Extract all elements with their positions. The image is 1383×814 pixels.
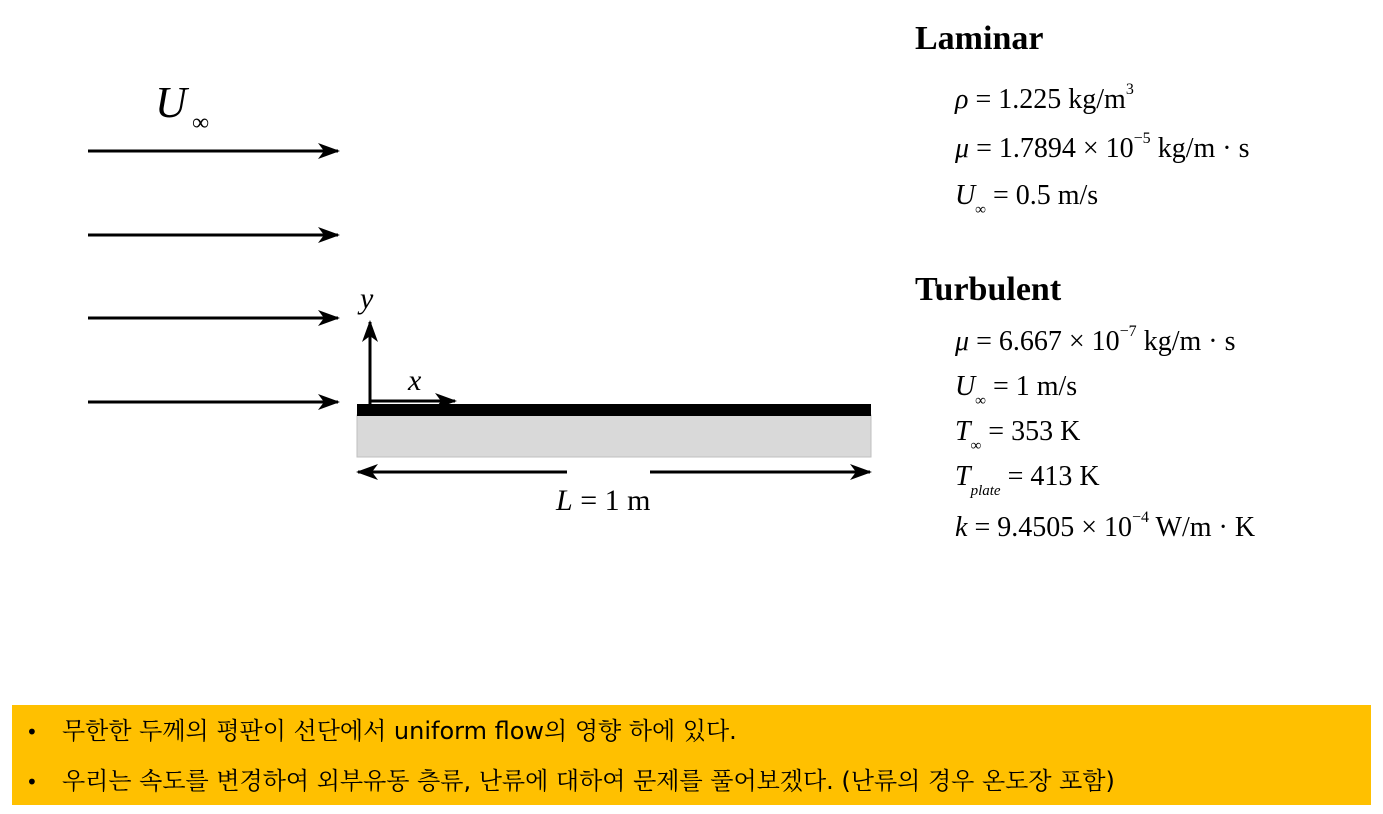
notes-banner (12, 705, 1371, 805)
laminar-heading: Laminar (915, 20, 1044, 57)
laminar-rho: ρ = 1.225 $kg/m^3$ (955, 81, 1134, 115)
plate-surface (357, 404, 871, 416)
note-item: • 무한한 두께의 평판이 선단에서 uniform flow의 영향 하에 있다. (26, 717, 737, 745)
length-label: L = 1 m (556, 484, 651, 517)
freestream-label: U (155, 78, 187, 127)
bullet-icon: • (26, 770, 38, 794)
bullet-icon: • (26, 720, 38, 744)
flat-plate-diagram (0, 0, 900, 560)
turbulent-u-inf: $U_\infty = 1$ m/s (955, 371, 1078, 409)
y-axis-label: y (360, 282, 374, 315)
turbulent-t-inf: $T_\infty = 353$ K (955, 416, 1081, 454)
plate-body (357, 415, 871, 457)
turbulent-heading: Turbulent (915, 271, 1062, 308)
laminar-mu: $\mu = 1.7894 \times 10^{-5}$ kg/m · s (955, 130, 1250, 164)
x-axis-label: x (408, 364, 422, 397)
turbulent-mu: $\mu = 6.667 \times 10^{-7}$ kg/m · s (955, 323, 1236, 357)
turbulent-k: $k = 9.4505 \times 10^{-4}$ W/m · K (955, 509, 1256, 543)
note-item: • 우리는 속도를 변경하여 외부유동 층류, 난류에 대하여 문제를 풀어보겠다. (난류의 경우 온도장 포함) (26, 767, 1115, 795)
turbulent-t-plate: $T_{plate} = 413$ K (955, 461, 1100, 499)
freestream-subscript: ∞ (192, 110, 210, 136)
laminar-u-inf: $U_\infty = 0.5$ m/s (955, 180, 1099, 218)
